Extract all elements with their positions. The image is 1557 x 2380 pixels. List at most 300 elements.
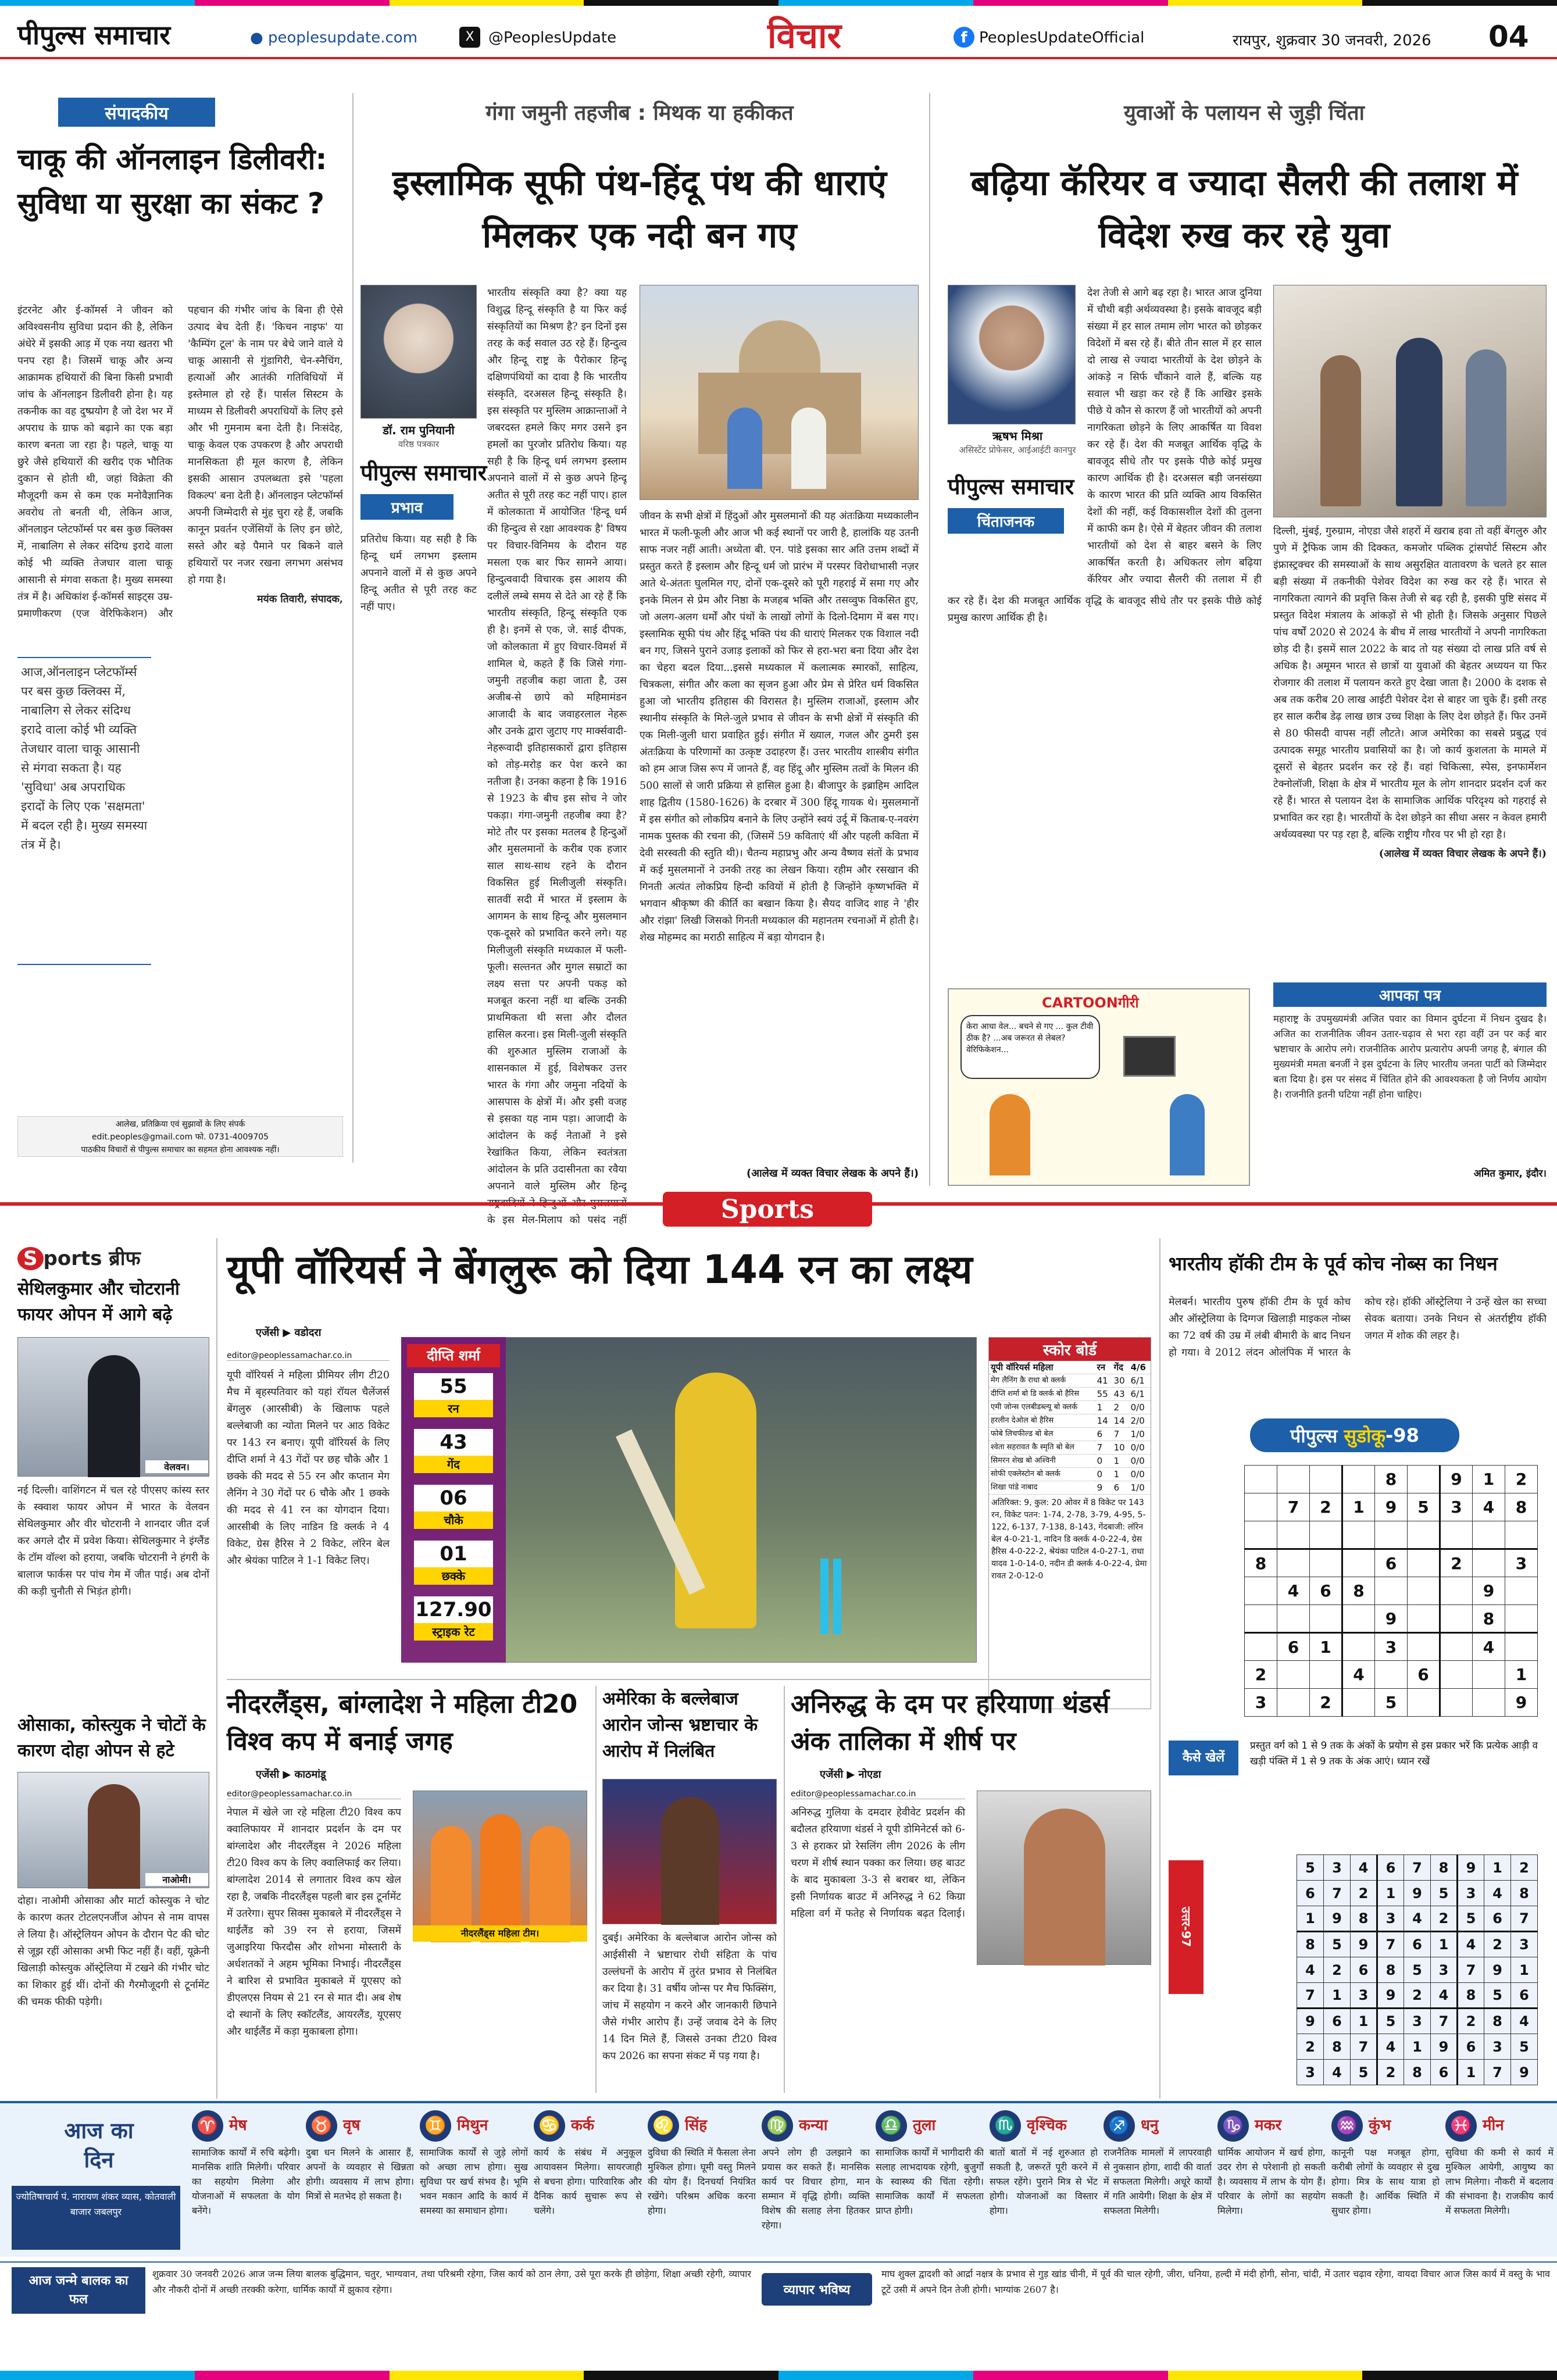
sudoku-cell[interactable]: 2 <box>1310 1689 1342 1717</box>
sudoku-cell: 9 <box>1511 2060 1538 2085</box>
story2-email[interactable]: editor@peoplessamachar.co.in <box>227 1789 401 1799</box>
editorial-author: मयंक तिवारी, संपादक, <box>257 594 343 605</box>
score-cell: 41 <box>1095 1374 1112 1388</box>
sudoku-row <box>1297 2009 1538 2034</box>
sudoku-cell: 2 <box>1458 2009 1484 2034</box>
sudoku-cell: 9 <box>1404 1881 1431 1906</box>
score-cell: 1 <box>1112 1455 1129 1468</box>
story4-headline: अनिरुद्ध के दम पर हरियाणा थंडर्स अंक तालिका में शीर्ष पर <box>791 1689 1110 1756</box>
sudoku-cell: 8 <box>1324 2034 1351 2060</box>
score-cell: 30 <box>1112 1374 1129 1388</box>
sudoku-cell[interactable] <box>1342 1549 1375 1577</box>
sudoku-row <box>1245 1549 1538 1577</box>
zodiac-text: सामाजिक कार्यों में रुचि बढ़ेगी। मानसिक शांति मिलेगी। परिवार का सहयोग मिलेगा और योजनाओं में सफलता के योग बनेंगे। <box>192 2147 300 2216</box>
sudoku-cell[interactable] <box>1245 1493 1277 1521</box>
score-cell: 14 <box>1095 1414 1112 1428</box>
sudoku-cell[interactable]: 6 <box>1310 1577 1342 1605</box>
sudoku-cell: 8 <box>1404 2060 1431 2085</box>
score-col: 4/6 <box>1129 1361 1151 1374</box>
sudoku-cell[interactable] <box>1245 1466 1277 1493</box>
sudoku-cell[interactable] <box>1245 1605 1277 1633</box>
sudoku-cell: 4 <box>1404 1906 1431 1932</box>
zodiac-icon: ♏ <box>990 2110 1021 2142</box>
sudoku-cell[interactable]: 8 <box>1473 1605 1505 1633</box>
sudoku-row <box>1297 1881 1538 1906</box>
zodiac-text: अपने लोग ही उलझाने का प्रयास कर सकते हैं। मानसिक कार्य पर विचार होगा, मान सम्मान में वृद्धि होगी। व्यक्ति विशेष की सलाह लेना हितकर रहेगा। <box>762 2147 870 2231</box>
sudoku-cell[interactable] <box>1310 1466 1342 1493</box>
sudoku-cell[interactable]: 2 <box>1310 1493 1342 1521</box>
sudoku-cell[interactable]: 4 <box>1473 1493 1505 1521</box>
masthead <box>0 6 1557 59</box>
zodiac-text: सामाजिक कार्यों में भागीदारी की सलाह लाभदायक रहेगी, बुजुर्गों के स्वास्थ्य की चिंता रहेगी। सामाजिक कार्यों में सफलता प्राप्त होगी। <box>876 2147 984 2216</box>
website-link[interactable]: ● peoplesupdate.com <box>250 29 418 47</box>
sports-brief-header: S ports ब्रीफ <box>17 1244 209 1271</box>
sudoku-cell: 1 <box>1297 1906 1324 1932</box>
zodiac-icon: ♌ <box>648 2110 679 2142</box>
zodiac-name: वृष <box>343 2117 360 2134</box>
sudoku-cell[interactable] <box>1277 1689 1310 1717</box>
sudoku-cell[interactable] <box>1505 1521 1538 1549</box>
sudoku-cell: 3 <box>1297 2060 1324 2085</box>
story4-dateline: एजेंसी ▶ नोएडा <box>820 1768 881 1781</box>
sudoku-cell: 2 <box>1351 1881 1377 1906</box>
story2-body: नेपाल में खेले जा रहे महिला टी20 विश्व कप क्वालिफायर में शानदार प्रदर्शन के दम पर बांग्लादेश और नीदरलैंड्स ने 2026 महिला टी20 विश्व कप के लिए क्वालिफाई कर लिया। बांग्लादेश 2014 से लगातार विश्व कप खेल रहा है, जबकि नीदरलैंड्स पहली बार इस टूर्नामेंट में उतरेगा। सुपर सिक्स मुकाबले में नीदरलैंड्स ने थाईलैंड को 39 रन से हराया, जिसमें जुआइरिया फिरदौस और शोभना मोस्तारी के अर्धशतकों ने अहम भूमिका निभाई। नीदरलैंड्स ने बारिश से प्रभावित मुकाबले में यूएसए को डीएलएस नियम से 21 रन से मात दी। अब शेष दो स्थानों के लिए स्कॉटलैंड, आयरलैंड, यूएसए और थाईलैंड में कड़ा मुकाबला होगा। <box>227 1807 401 2038</box>
article2-badge: चिंताजनक <box>948 508 1064 534</box>
sudoku-cell: 9 <box>1324 1906 1351 1932</box>
sudoku-cell[interactable] <box>1342 1633 1375 1661</box>
zodiac-name: कर्क <box>571 2117 594 2134</box>
sudoku-cell[interactable]: 6 <box>1408 1661 1440 1689</box>
score-row <box>989 1455 1151 1468</box>
score-cell: 1/0 <box>1129 1428 1151 1441</box>
author-photo-rishabh-mishra <box>948 285 1076 424</box>
sudoku-cell[interactable]: 3 <box>1245 1689 1277 1717</box>
story4-body: अनिरुद्ध गुलिया के दमदार हेवीवेट प्रदर्शन की बदौलत हरियाणा थंडर्स ने यूपी डोमिनेटर्स को 6-3 से हराकर प्रो रेसलिंग लीग 2026 के लीग चरण में शीर्ष स्थान पक्का कर लिया। छह बाउट के बाद मुकाबला 3-3 से बराबर था, लेकिन इसी निर्णायक बाउट में अनिरुद्ध ने 62 किग्रा महिला वर्ग में फतेह से निर्णायक बढ़त दिलाई। <box>791 1807 965 1920</box>
cartoon-title: CARTOONगीरी <box>1042 995 1139 1011</box>
article2-author-role: असिस्टेंट प्रोफेसर, आईआईटी कानपुर <box>959 445 1076 455</box>
sudoku-cell[interactable] <box>1408 1605 1440 1633</box>
sudoku-cell: 4 <box>1377 2034 1404 2060</box>
score-cell: 6/1 <box>1129 1388 1151 1401</box>
sudoku-cell[interactable]: 4 <box>1342 1661 1375 1689</box>
brief1-photo <box>17 1337 209 1477</box>
sudoku-cell[interactable] <box>1375 1521 1408 1549</box>
sudoku-cell[interactable] <box>1277 1549 1310 1577</box>
tv-shape <box>1123 1036 1176 1077</box>
traveller-shape <box>1466 349 1506 506</box>
sudoku-cell[interactable] <box>1505 1633 1538 1661</box>
twitter-handle[interactable]: @PeoplesUpdate <box>488 29 617 47</box>
score-cell: 2 <box>1112 1401 1129 1414</box>
story2-headline: नीदरलैंड्स, बांग्लादेश ने महिला टी20 विश्व कप में बनाई जगह <box>227 1689 578 1756</box>
page-number: 04 <box>1488 20 1529 53</box>
score-extras: अतिरिक्त: 9, कुल: 20 ओवर में 8 विकेट पर 143 रन, विकेट पतन: 1-74, 2-78, 3-79, 4-95, 5-122, 6-137, 7-138, 8-143, गेंदबाजी: लॉरेन बेल 4-0-21-1, नादिन डि क्लर्क 4-0-22-4, ग्रेस हैरिस 4-0-22-2, श्रेयंका पाटिल 4-0-27-1, राधा यादव 1-0-14-0, नदीन डी क्लर्क 4-0-22-4, प्रेमा रावत 2-0-12-0 <box>991 1498 1147 1581</box>
sudoku-cell: 1 <box>1351 2009 1377 2034</box>
article1-headline: इस्लामिक सूफी पंथ-हिंदू पंथ की धाराएं मिलकर एक नदी बन गए <box>392 163 887 256</box>
letters-author: अमित कुमार, इंदौर। <box>1473 1168 1547 1180</box>
score-row <box>989 1414 1151 1428</box>
zodiac-text: सुविधा की कमी से कार्य में मुश्किल आयेगी, आयुष्य का लाभ मिलेगा। नौकरी में बदलाव की संभावना है। राजकीय कार्य में सफलता मिलेगी। <box>1445 2147 1554 2216</box>
sudoku-cell[interactable] <box>1473 1661 1505 1689</box>
sudoku-cell[interactable]: 8 <box>1342 1577 1375 1605</box>
editorial-body: इंटरनेट और ई-कॉमर्स ने जीवन को अविश्वसनीय सुविधा प्रदान की है, लेकिन अंधेरे में इसकी आड़ में एक नया खतरा भी पनप रहा है। जिसमें चाकू और अन्य आक्रामक हथियारों की बिना किसी प्रभावी जांच के ऑनलाइन डिलीवरी होना है। यह तकनीक का वह दुष्प्रयोग है जो देश भर में अपराध के ग्राफ को बढ़ाने का एक बड़ा कारण बनता जा रहा है। पहले, चाकू या छुरे जैसे हथियारों की खरीद एक भौतिक दुकान से होती थी, जहां विक्रेता की मौजूदगी कम से कम एक मनोवैज्ञानिक अवरोध तो बनती थी, लेकिन आज, ऑनलाइन प्लेटफॉर्म्स पर बस कुछ क्लिक्स में, नाबालिग से लेकर संदिग्ध इरादे वाला कोई भी व्यक्ति तेजधार वाला चाकू आसानी से मंगवा सकता है। मुख्य समस्या तंत्र में है। अधिकांश ई-कॉमर्स साइट्स उम्र-प्रमाणीकरण (एज वेरिफिकेशन) और पहचान की गंभीर जांच के बिना ही ऐसे उत्पाद बेच देती हैं। 'किचन नाइफ' या 'कैम्पिंग टूल' के नाम पर बेचे जाने वाले ये चाकू आसानी से गुंडागिरी, चेन-स्नैचिंग, हत्याओं और आतंकी गतिविधियों में इस्तेमाल हो रहे हैं। पार्सल सिस्टम के माध्यम से डिलीवरी अपराधियों के लिए इसे और भी गुमनाम बना देती है। निःसंदेह, चाकू केवल एक उपकरण है और अपराधी मानसिकता ही मूल कारण है, लेकिन इसकी आसान उपलब्धता इसे 'पहला विकल्प' बना देती है। ऑनलाइन प्लेटफॉर्म्स अपनी जिम्मेदारी से मुंह चुरा रहे हैं, जबकि कानून प्रवर्तन एजेंसियों के लिए इन छोटे, सस्ते और बड़े पैमाने पर बिकने वाले हथियारों पर नजर रखना लगभग असंभव हो गया है। मयंक तिवारी, संपादक, <box>17 305 343 620</box>
column-divider <box>352 93 353 1163</box>
sudoku-cell: 2 <box>1431 1906 1458 1932</box>
sudoku-cell[interactable]: 9 <box>1440 1466 1473 1493</box>
sudoku-cell[interactable] <box>1277 1605 1310 1633</box>
sudoku-cell: 2 <box>1511 1855 1538 1881</box>
sudoku-cell: 5 <box>1404 1957 1431 1983</box>
sudoku-cell[interactable] <box>1408 1577 1440 1605</box>
sudoku-cell[interactable]: 8 <box>1505 1493 1538 1521</box>
sudoku-cell[interactable]: 6 <box>1375 1549 1408 1577</box>
zodiac-text: धार्मिक आयोजन में खर्च होगा, उदर रोग से परेशानी हो सकती है। व्यवसाय में लाभ के योग हैं। परिवार के लोगों का सहयोग मिलेगा। <box>1217 2147 1326 2216</box>
stat-item <box>414 1429 493 1473</box>
speech-bubble: केरा आधा वेल... बचने से गए ... कुल टीवी ठीक है? ...अब जरूरत से लेबल? वेरिफिकेशन... <box>960 1015 1100 1079</box>
zodiac-name: मीन <box>1483 2117 1504 2134</box>
sudoku-cell: 1 <box>1404 2034 1431 2060</box>
editorial-headline: चाकू की ऑनलाइन डिलीवरी: सुविधा या सुरक्षा का संकट ? <box>17 142 327 220</box>
letters-body: महाराष्ट्र के उपमुख्यमंत्री अजित पवार का विमान दुर्घटना में निधन दुखद है। अजित का राजनीतिक जीवन उतार-चढ़ाव से भरा रहा वहीं उन पर कई बार भ्रष्टाचार के आरोप लगे। राजनीतिक आरोप प्रत्यारोप अपनी जगह है, बंगाल की मुख्यमंत्री ममता बनर्जी ने इस दुर्घटना के लिए भारतीय जनता पार्टी को जिम्मेदार बता दिया है। इस पर संसद में चिंतित होने की आवश्यकता है जो निर्णय आयोग है। राजनीति इतनी घटिया नहीं होना चाहिए। <box>1273 1013 1547 1100</box>
score-cell: श्वेता सहरावत कै स्मृति बो बेल <box>989 1441 1095 1455</box>
sudoku-answer-label: उत्तर-97 <box>1169 1860 1204 1994</box>
scoreboard-title: स्कोर बोर्ड <box>989 1338 1151 1361</box>
sudoku-cell: 8 <box>1484 2009 1511 2034</box>
sudoku-cell[interactable] <box>1505 1605 1538 1633</box>
article1-col1-left: प्रतिरोध किया। यह सही है कि हिन्दू धर्म लगभग इस्लाम अपनाने वालों में से कुछ अपने हिन्दू अतीत से पूरी तरह कट नहीं पाए। <box>360 534 477 613</box>
sudoku-cell[interactable] <box>1310 1521 1342 1549</box>
story4-email[interactable]: editor@peoplessamachar.co.in <box>791 1789 965 1799</box>
sudoku-cell[interactable] <box>1473 1549 1505 1577</box>
score-cell: दीप्ति शर्मा बो डि क्लर्क बो हैरिस <box>989 1388 1095 1401</box>
sudoku-cell: 7 <box>1377 1932 1404 1957</box>
sudoku-cell[interactable]: 1 <box>1342 1493 1375 1521</box>
sudoku-cell[interactable]: 8 <box>1375 1466 1408 1493</box>
zodiac-text: दुविधा की स्थिति में फैसला लेना मुश्किल होगा। घूमी वस्तु मिलने की योग हैं। दिनचर्या नियंत्रित रखेंगे। परिश्रम अधिक करना होगा। <box>648 2147 756 2216</box>
sudoku-cell[interactable]: 3 <box>1505 1549 1538 1577</box>
x-icon[interactable]: X <box>459 27 480 48</box>
sudoku-cell: 9 <box>1458 1855 1484 1881</box>
sudoku-cell[interactable] <box>1440 1577 1473 1605</box>
zodiac-text: दुबा धन मिलने के आसार हैं, अपनों के व्यवहार से खिन्नता होगी। व्यवसाय में लाभ होगा। मित्रों से मतभेद हो सकता है। <box>306 2147 414 2202</box>
sudoku-cell[interactable] <box>1440 1633 1473 1661</box>
sudoku-cell[interactable] <box>1440 1689 1473 1717</box>
article2-footer: (आलेख में व्यक्त विचार लेखक के अपने हैं।) <box>1379 848 1547 860</box>
score-row <box>989 1468 1151 1481</box>
sudoku-cell[interactable]: 6 <box>1277 1633 1310 1661</box>
zodiac-name: धनु <box>1141 2117 1159 2134</box>
sudoku-cell: 5 <box>1484 1983 1511 2009</box>
column-divider <box>216 1238 217 2099</box>
zodiac-name: मेष <box>229 2117 247 2134</box>
player-stats-card <box>401 1337 506 1663</box>
sudoku-cell[interactable]: 3 <box>1440 1493 1473 1521</box>
stat-label: रन <box>414 1400 493 1417</box>
sudoku-cell: 1 <box>1484 1855 1511 1881</box>
horoscope-title <box>41 2116 157 2174</box>
notice-note: पाठकीय विचारों से पीपुल्स समाचार का सहमत होना आवश्यक नहीं। <box>81 1145 280 1155</box>
sports-main-headline: यूपी वॉरियर्स ने बेंगलुरू को दिया 144 रन का लक्ष्य <box>227 1247 973 1293</box>
sudoku-instructions: प्रस्तुत वर्ग को 1 से 9 तक के अंकों के प्रयोग से इस प्रकार भरें कि प्रत्येक आड़ी व खड़ी पंक्ति में 1 से 9 तक के अंक आएं। ध्यान रखें <box>1250 1740 1538 1767</box>
sudoku-cell: 7 <box>1431 2009 1458 2034</box>
score-cell: सोफी एक्लेस्टोन बो क्लर्क <box>989 1468 1095 1481</box>
sudoku-cell[interactable] <box>1440 1661 1473 1689</box>
sudoku-cell: 4 <box>1324 2060 1351 2085</box>
sudoku-cell: 5 <box>1511 2034 1538 2060</box>
sudoku-cell: 7 <box>1351 2034 1377 2060</box>
player-shape <box>530 1826 570 1942</box>
article2-kicker: युवाओं के पलायन से जुड़ी चिंता <box>1123 101 1365 125</box>
sudoku-cell: 5 <box>1324 1932 1351 1957</box>
business-forecast-label: व्यापार भविष्य <box>762 2273 872 2306</box>
sudoku-cell[interactable]: 5 <box>1375 1689 1408 1717</box>
stat-label: स्ट्राइक रेट <box>414 1623 493 1641</box>
zodiac-name: वृश्चिक <box>1027 2117 1067 2134</box>
sudoku-cell: 6 <box>1377 1855 1404 1881</box>
sudoku-cell[interactable]: 4 <box>1473 1633 1505 1661</box>
sudoku-cell: 8 <box>1377 1957 1404 1983</box>
sudoku-cell: 7 <box>1324 1881 1351 1906</box>
sudoku-cell: 9 <box>1351 1932 1377 1957</box>
stat-value: 127.90 <box>414 1596 493 1623</box>
dome-shape <box>739 320 820 373</box>
cartoon-panel <box>948 988 1250 1186</box>
sudoku-cell[interactable]: 4 <box>1277 1577 1310 1605</box>
article2-author-name: ऋषभ मिश्रा <box>992 429 1043 443</box>
score-cell: 6/1 <box>1129 1374 1151 1388</box>
sudoku-cell[interactable] <box>1408 1689 1440 1717</box>
aaron-jones-photo <box>602 1779 777 1924</box>
score-cell: 1 <box>1112 1468 1129 1481</box>
sudoku-cell[interactable] <box>1505 1577 1538 1605</box>
story3-body: दुबई। अमेरिका के बल्लेबाज आरोन जोन्स को आईसीसी ने भ्रष्टाचार रोधी संहिता के पांच उल्लंघनों के आरोप में तुरंत प्रभाव से निलंबित कर दिया है। 31 वर्षीय जोन्स पर मैच फिक्सिंग, जांच में सहयोग न करने और जानकारी छिपाने जैसे गंभीर आरोप हैं। उन्हें जवाब देने के लिए 14 दिन मिले हैं, जिससे उनका टी20 विश्व कप 2026 का सपना संकट में पड़ गया है। <box>602 1932 777 2062</box>
sudoku-cell[interactable]: 1 <box>1473 1466 1505 1493</box>
stump <box>820 1559 829 1634</box>
born-today-text: शुक्रवार 30 जनवरी 2026 आज जन्म लिया बालक बुद्धिमान, चतुर, भाग्यवान, तथा परिश्रमी रहेगा, जिस कार्य को ठान लेगा, उसे पूरा करके ही छोड़ेगा, शिक्षा अच्छी रहेगी, व्यापार और नौकरी दोनों में अच्छी तरक्की करेगा, धार्मिक कार्यों में झुकाव रहेगा। <box>152 2268 751 2295</box>
sudoku-cell[interactable]: 1 <box>1505 1661 1538 1689</box>
sudoku-cell[interactable] <box>1408 1549 1440 1577</box>
facebook-icon[interactable]: f <box>954 27 974 48</box>
sudoku-cell[interactable] <box>1277 1521 1310 1549</box>
facebook-handle[interactable]: PeoplesUpdateOfficial <box>979 29 1145 47</box>
sudoku-cell[interactable] <box>1408 1633 1440 1661</box>
sudoku-cell[interactable] <box>1408 1521 1440 1549</box>
stat-item <box>414 1373 493 1417</box>
article1-author-role: वरिष्ठ पत्रकार <box>398 439 440 449</box>
sudoku-cell: 3 <box>1511 1932 1538 1957</box>
zodiac-icon: ♍ <box>762 2110 793 2142</box>
scoreboard <box>988 1337 1151 1709</box>
horoscope-title-2: दिन <box>84 2147 114 2172</box>
business-forecast-text: माघ शुक्ल द्वादशी को आर्द्रा नक्षत्र के प्रभाव से गुड़ खांड चीनी, में पूर्व की चाल रहेगी, जीरा, धनिया, हल्दी में मंदी होगी, सोना, चांदी, में उतार चढ़ाव रहेगा, वायदा विचार आज जिस कार्य में वस्तु के भाव टूटें उसी में अपने दिन तेजी होगी। भाग्यांक 2607 है। <box>881 2268 1550 2295</box>
zodiac-icon: ♉ <box>306 2110 337 2142</box>
scoreboard-header-row <box>989 1361 1151 1374</box>
score-col: गेंद <box>1112 1361 1129 1374</box>
sudoku-cell[interactable]: 9 <box>1375 1493 1408 1521</box>
sudoku-cell[interactable]: 2 <box>1245 1661 1277 1689</box>
sudoku-row <box>1297 2060 1538 2085</box>
sudoku-cell[interactable] <box>1342 1689 1375 1717</box>
brief2-headline: ओसाका, कोस्त्युक ने चोटों के कारण दोहा ओपन से हटे <box>17 1715 206 1761</box>
sudoku-cell[interactable] <box>1342 1466 1375 1493</box>
sudoku-cell: 5 <box>1431 1881 1458 1906</box>
zodiac-icon: ♓ <box>1445 2110 1477 2142</box>
sudoku-cell[interactable] <box>1342 1521 1375 1549</box>
player-name: दीप्ति शर्मा <box>407 1344 500 1367</box>
sudoku-cell[interactable] <box>1245 1633 1277 1661</box>
sudoku-cell[interactable] <box>1310 1661 1342 1689</box>
stat-value: 55 <box>414 1373 493 1400</box>
letters-label: आपका पत्र <box>1273 982 1547 1007</box>
sudoku-row <box>1297 1957 1538 1983</box>
sudoku-cell[interactable] <box>1310 1605 1342 1633</box>
sudoku-cell: 1 <box>1458 2060 1484 2085</box>
zodiac-text: बातों बातों में नई शुरुआत हो सकती है, जरूरतें पूरी करने में सफल रहेंगे। पुराने मित्र से भेंट होगी। योजनाओं का विस्तार होगा। <box>990 2147 1098 2216</box>
sudoku-cell[interactable] <box>1440 1521 1473 1549</box>
sudoku-row <box>1245 1661 1538 1689</box>
sudoku-cell[interactable] <box>1277 1466 1310 1493</box>
sudoku-cell: 5 <box>1377 2009 1404 2034</box>
sudoku-cell: 3 <box>1458 1881 1484 1906</box>
zodiac-icon: ♈ <box>192 2110 223 2142</box>
stat-item <box>414 1596 493 1641</box>
sudoku-cell: 1 <box>1324 1983 1351 2009</box>
wrestler-photo <box>977 1791 1151 1965</box>
article1-author-name: डॉ. राम पुनियानी <box>383 423 455 437</box>
sudoku-cell[interactable]: 2 <box>1440 1549 1473 1577</box>
zodiac-icon: ♎ <box>876 2110 907 2142</box>
story2-dateline: एजेंसी ▶ काठमांडू <box>256 1768 326 1781</box>
sudoku-cell: 3 <box>1404 2009 1431 2034</box>
sudoku-cell[interactable]: 1 <box>1310 1633 1342 1661</box>
score-cell: 0/0 <box>1129 1401 1151 1414</box>
column-divider <box>595 1686 597 2093</box>
sudoku-cell[interactable] <box>1310 1549 1342 1577</box>
zodiac-name: सिंह <box>685 2117 708 2134</box>
sudoku-cell[interactable] <box>1245 1521 1277 1549</box>
notice-email[interactable]: edit.peoples@gmail.com फो. 0731-4009705 <box>91 1132 269 1142</box>
score-team: यूपी वॉरियर्स महिला <box>989 1361 1095 1374</box>
wrestler-shape <box>1024 1809 1105 1966</box>
sudoku-cell: 7 <box>1484 2060 1511 2085</box>
sudoku-cell[interactable]: 7 <box>1277 1493 1310 1521</box>
sudoku-cell[interactable] <box>1440 1605 1473 1633</box>
zodiac-icon: ♊ <box>420 2110 451 2142</box>
sudoku-cell: 9 <box>1484 1957 1511 1983</box>
sports-main-email[interactable]: editor@peoplessamachar.co.in <box>227 1351 390 1361</box>
article1-col2: जीवन के सभी क्षेत्रों में हिंदुओं और मुसलमानों की यह अंतःक्रिया मध्यकालीन भारत में फली-फूली और आज भी कई स्थानों पर जारी है, हालांकि यह उतनी साफ नजर नहीं आती। अध्येता बी. एन. पांडे इसका सार अति उत्तम शब्दों में प्रस्तुत करते हैं इस्लाम और हिन्दू धर्म जो प्रारंभ में परस्पर विरोधाभासी नज़र आते थे-अंततः घुलमिल गए, दोनों एक-दूसरे को पूरी गहराई में समा गए और इनके मिलन से प्रेम और निष्ठा के मजहब भक्ति और तसव्वुफ विकसित हुए, जो अलग-अलग धर्मों और पंथों के लाखों लोगों के दिलो-दिमाग में बस गए। इस्लामिक सूफी पंथ और हिंदू भक्ति पंथ की धाराएं मिलकर एक विशाल नदी बन गए, जिसने पुराने उजाड़ इलाकों को फिर से हरा-भरा बना दिया और देश का चेहरा बदल दिया...इससे मध्यकाल में कलात्मक स्मारकों, साहित्य, चित्रकला, संगीत और कला का सृजन हुआ और प्रेम से प्रेरित धर्म विकसित हुआ जो भारतीय इतिहास की विरासत है। मुस्लिम राजाओं, इस्लाम और स्थानीय संस्कृति के मिले-जुले प्रभाव से जीवन के सभी क्षेत्रों में संस्कृति की एक मिली-जुली धारा प्रवाहित हुई। संगीत में ख्याल, गजल और ठुमरी इस अंतःक्रिया के परिणामों का उत्कृष्ट उदाहरण हैं। उत्तर भारतीय शास्त्रीय संगीत को हम आज जिस रूप में जानते हैं, वह हिंदू और मुस्लिम तत्वों के मिलन की 500 सालों से जारी प्रक्रिया से हासिल हुआ है। बीजापुर के इब्राहिम आदिल शाह द्वितीय (1580-1626) के दरबार में 300 हिंदू गायक थे। मुसलमानों में इस संगीत को लोकप्रिय बनाने के लिए उन्होंने स्वयं उर्दू में किताब-ए-नवरंग नामक पुस्तक की रचना की, (जिसमें 59 कविताएं थीं और पहली कविता में देवी सरस्वती की स्तुति थी)। चैतन्य महाप्रभु और अन्य वैष्णव संतों के प्रभाव में कई मुसलमानों ने उनकी तरह का लेखन किया। रहीम और रसखान की गिनती अत्यंत लोकप्रिय हिन्दी कवियों में होती है जिन्होंने कृष्णभक्ति में भगवान श्रीकृष्ण की कीर्ति का बखान किया है। सैयद वाजिद शाह ने 'हीर और रांझा' लिखी जिसको गिनती मध्यकाल की महानतम रचनाओं में होती है। शेख मोहम्मद का मराठी साहित्य में बड़ा योगदान है। <box>640 510 919 944</box>
player-shape <box>431 1826 472 1942</box>
sudoku-cell[interactable] <box>1342 1605 1375 1633</box>
sudoku-cell[interactable] <box>1375 1661 1408 1689</box>
contact-notice <box>17 1116 343 1157</box>
stump <box>833 1559 841 1634</box>
score-cell: फोबे लिचफील्ड बो बेल <box>989 1428 1095 1441</box>
sports-main-dateline: एजेंसी ▶ वडोदरा <box>256 1327 322 1339</box>
sudoku-cell[interactable]: 3 <box>1375 1633 1408 1661</box>
sudoku-cell: 8 <box>1297 1932 1324 1957</box>
sudoku-row <box>1245 1577 1538 1605</box>
dateline: रायपुर, शुक्रवार 30 जनवरी, 2026 <box>1233 32 1431 49</box>
sudoku-cell[interactable]: 2 <box>1505 1466 1538 1493</box>
sudoku-cell[interactable]: 5 <box>1408 1493 1440 1521</box>
sudoku-cell: 9 <box>1377 1983 1404 2009</box>
sudoku-cell[interactable]: 9 <box>1375 1605 1408 1633</box>
zodiac-text: कानूनी पक्ष मजबूत होगा, करीबी लोगों के व्यवहार से दुख होगा। मित्र के साथ यात्रा हो सकती है। आर्थिक स्थिति में सुधार होगा। <box>1331 2147 1440 2216</box>
article1-col1-top: भारतीय संस्कृति क्या है? क्या यह विशुद्ध हिन्दू संस्कृति है या फिर कई संस्कृतियों का मिश्रण है? इन दिनों इस तरह के कई सवाल उठ रहे हैं। हिन्दुत्व और हिन्दू राष्ट्र के पैरोकार हिन्दू दक्षिणपंथियों का दावा है कि भारतीय संस्कृति, दरअसल हिन्दू संस्कृति है। इस संस्कृति पर मुस्लिम आक्रान्ताओं ने जबरदस्त हमले किए मगर उसने इन हमलों का पुरजोर प्रतिरोध किया। यह सही है कि हिन्दू धर्म लगभग इस्लाम अपनाने वालों में से कुछ अपने हिन्दू अतीत से पूरी तरह कट नहीं पाए। हाल में कोलकाता में आयोजित 'हिन्दू धर्म की हिन्दुत्व से रक्षा आवश्यक है' विषय पर विचार-विनिमय के दौरान यह मसला एक बार फिर सामने आया। हिन्दुत्ववादी विचारक इस आशय की दलीलें लम्बे समय से देते आ रहे हैं कि भारतीय संस्कृति, हिन्दू संस्कृति एक ही है। इनमें से एक, जे. साई दीपक, जो कोलकाता में हुए विचार-विमर्श में शामिल थे, कहते हैं कि जिसे गंगा-जमुनी तहजीब कहा जाता है, उस अजीब-से छापे को महिमामंडन आजादी के बाद जवाहरलाल नेहरू और उनके द्वारा जुटाए गए मार्क्सवादी-नेहरूवादी इतिहासकारों द्वारा इतिहास को तोड़-मरोड़ कर पेश करने का नतीजा है। उनका कहना है कि 1916 से 1923 के बीच इस सोच ने जोर पकड़ा। गंगा-जमुनी तहजीब क्या है? मोटे तौर पर इसका मतलब है हिन्दुओं और मुसलमानों के करीब एक हजार साल साथ-साथ रहने के दौरान विकसित हुई मिलीजुली संस्कृति। सातवीं सदी में भारत में इस्लाम के आगमन के साथ हिन्दू और मुसलमान एक-दूसरे को प्रभावित करने लगे। यह मिलीजुली संस्कृति मध्यकाल में फली-फूली। सल्तनत और मुगल सम्राटों का लक्ष्य सत्ता पर अपनी पकड़ को मजबूत करना नहीं था बल्कि उनकी प्राथमिकता थी सत्ता और दौलत हासिल करना। इस मिली-जुली संस्कृति की शुरुआत मुस्लिम राजाओं के शासनकाल में हुई, विशेषकर उत्तर भारत के गंगा और जमुना नदियों के आसपास के क्षेत्रों में। और इसी वजह से इसका यह नाम पड़ा। आजादी के आंदोलन के कई नेताओं ने इसे रेखांकित किया, लेकिन स्वतंत्रता आंदोलन के प्रति उदासीनता का रवैया अपनाने वाले मुस्लिम और हिन्दू के इस मेल-मिलाप को पसंद नहीं <box>487 287 627 1226</box>
score-cell: 6 <box>1095 1428 1112 1441</box>
score-row <box>989 1428 1151 1441</box>
sudoku-cell[interactable] <box>1245 1577 1277 1605</box>
zodiac-name: मिथुन <box>457 2117 488 2134</box>
sudoku-cell[interactable]: 8 <box>1245 1549 1277 1577</box>
sudoku-cell[interactable] <box>1375 1577 1408 1605</box>
stat-item <box>414 1541 493 1585</box>
sudoku-row <box>1245 1689 1538 1717</box>
section-title: विचार <box>767 16 842 56</box>
stat-value: 06 <box>414 1485 493 1511</box>
zodiac-icon: ♋ <box>534 2110 565 2142</box>
story2-caption: नीदरलैंड्स महिला टीम। <box>413 1925 587 1942</box>
sudoku-cell[interactable]: 9 <box>1505 1689 1538 1717</box>
score-cell: 55 <box>1095 1388 1112 1401</box>
score-cell: 0/0 <box>1129 1441 1151 1455</box>
monument-shape <box>698 373 861 454</box>
score-cell: 10 <box>1112 1441 1129 1455</box>
brief2-photo <box>17 1772 209 1888</box>
sudoku-cell[interactable]: 9 <box>1473 1577 1505 1605</box>
zodiac-text: कार्य के संबंध में अनुकूल आयावसन मिलेगा। सायरजाही से बचना होगा। पारिवारिक और दैनिक कार्य सुचारू रूप से चलेंगे। <box>534 2147 642 2216</box>
color-registration-bar <box>0 0 1557 6</box>
sudoku-cell: 2 <box>1297 2034 1324 2060</box>
sports-section-label: Sports <box>663 1192 872 1227</box>
sudoku-row <box>1297 1906 1538 1932</box>
sudoku-puzzle-grid[interactable] <box>1244 1465 1538 1717</box>
score-cell: 1 <box>1095 1401 1112 1414</box>
figure-right <box>791 408 826 489</box>
editorial-label: संपादकीय <box>58 98 215 127</box>
brief1-body: नई दिल्ली। वाशिंगटन में चल रहे पीएसए कांस्य स्तर के स्क्वाश फायर ओपन में भारत के वेलवन सेथिलकुमार और वीर चोटरानी ने शानदार जीत दर्ज कर अगले दौर में प्रवेश किया। सेथिलकुमार ने इंग्लैंड के टॉम वॉल्श को हराया, जबकि चोटरानी ने हंगरी के बालाज फार्कस पर पांच गेम में जीत पाई। अब दोनों की कड़ी चुनौती से भिड़ंत होगी। <box>17 1485 209 1598</box>
sudoku-row <box>1297 2034 1538 2060</box>
sudoku-cell: 6 <box>1458 2034 1484 2060</box>
sudoku-cell: 2 <box>1404 1983 1431 2009</box>
sudoku-cell: 6 <box>1404 1932 1431 1957</box>
zodiac-name: कुंभ <box>1369 2117 1391 2134</box>
sudoku-cell: 4 <box>1511 2009 1538 2034</box>
sudoku-cell: 4 <box>1351 1855 1377 1881</box>
color-registration-bar-bottom <box>0 2371 1557 2380</box>
sudoku-row <box>1245 1466 1538 1493</box>
article1-kicker: गंगा जमुनी तहजीब : मिथक या हकीकत <box>485 101 794 125</box>
sudoku-row <box>1297 1983 1538 2009</box>
figure-left <box>727 408 762 489</box>
sports-main-body: यूपी वॉरियर्स ने महिला प्रीमियर लीग टी20 मैच में बृहस्पतिवार को यहां रॉयल चैलेंजर्स बेंगलुरु (आरसीबी) के खिलाफ पहले बल्लेबाजी का न्योता मिलने पर आठ विकेट पर 143 रन बनाए। यूपी वॉरियर्स के लिए दीप्ति शर्मा ने 43 गेंदों पर छह चौके और 1 छक्के की मदद से 55 रन और कप्तान मेग लैनिंग ने 30 गेंदों पर 6 चौके और 1 छक्के की मदद से 41 रन का योगदान दिया। आरसीबी के लिए नाडिन डि क्लर्क ने 4 विकेट, ग्रेस हैरिस ने 2 विकेट, लॉरेन बेल और श्रेयंका पाटिल ने 1-1 विकेट लिए। <box>227 1370 390 1567</box>
sudoku-cell: 6 <box>1297 1881 1324 1906</box>
article1-badge: प्रभाव <box>360 494 453 520</box>
brief2-body: दोहा। नाओमी ओसाका और मार्टा कोस्त्युक ने चोट के कारण कतर टोटलएनर्जीज ओपन से नाम वापस ले लिया है। ऑस्ट्रेलियन ओपन के दौरान पेट की चोट से जूझ रहीं ओसाका अभी फिट नहीं हैं। वहीं, यूक्रेनी खिलाड़ी कोस्त्युक ऑस्ट्रेलिया में टखने की गंभीर चोट का शिकार हुई थीं। दोनों की गैरमौजूदगी से टूर्नामेंट की चमक फीकी पड़ेगी। <box>17 1895 209 2008</box>
zodiac-name: तुला <box>913 2117 936 2134</box>
sudoku-cell[interactable] <box>1408 1466 1440 1493</box>
column-divider <box>929 93 930 1186</box>
born-today-label: आज जन्मे बालक का फल <box>12 2267 145 2314</box>
zodiac-icon: ♒ <box>1331 2110 1363 2142</box>
sudoku-cell[interactable] <box>1473 1521 1505 1549</box>
score-cell: 43 <box>1112 1388 1129 1401</box>
sudoku-cell[interactable] <box>1277 1661 1310 1689</box>
zodiac-name: मकर <box>1255 2117 1282 2134</box>
article2-logo: पीपुल्स समाचार <box>948 474 1074 499</box>
sudoku-cell[interactable] <box>1473 1689 1505 1717</box>
